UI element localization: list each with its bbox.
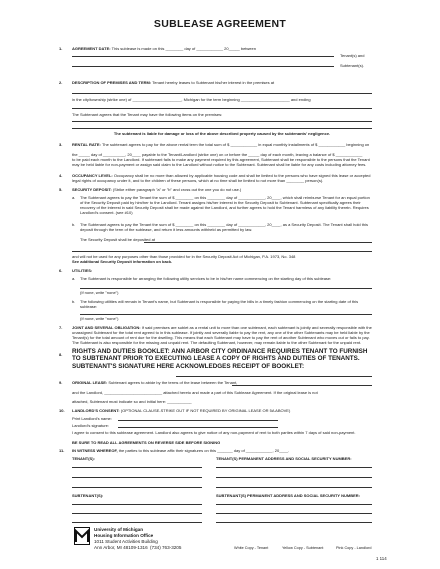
section-text: This sublease is made on this ________ day of ____________ 20_____ between <box>111 46 256 51</box>
footer-phone: (734) 763-3205 <box>150 545 182 550</box>
deposit-location-line[interactable] <box>144 242 372 243</box>
booklet-signature-line[interactable] <box>176 376 372 377</box>
premises-liability: The subtenant is liable for damage or loss of the above described property caused by the subtenants' negligence. <box>113 131 331 136</box>
landlord-name-line[interactable] <box>118 420 278 421</box>
subtenants-address-heading: SUBTENANT(S) PERMANENT ADDRESS AND SOCIAL SECURITY NUMBER: <box>216 493 361 498</box>
utilities-option-b: The following utilities will remain in Tenant's name, but Subtenant is responsible for paying the bills in a timely fashion commencing on the starting date of this sublease: <box>80 299 359 309</box>
footer-address-1: 1011 Student Activities Building <box>94 539 158 544</box>
form-title: SUBLEASE AGREEMENT <box>153 18 287 30</box>
section-joint-obligation <box>59 325 372 345</box>
section-text: Occupancy shall be no more than allowed by applicable housing code and shall be limited to the persons who have signed this lease or accepted legal rights of occupancy under it, and to the children of these persons, which at no time shall be limited to not more than ________ person(s). <box>72 173 371 183</box>
deposit-intro: (Strike either paragraph "a" or "b" and cross out the one you do not use.) <box>112 187 242 192</box>
tenant-address-line[interactable] <box>216 487 372 488</box>
premises-address-line[interactable] <box>72 93 372 94</box>
section-security-deposit <box>59 187 372 192</box>
section-label: OCCUPANCY LEVEL: <box>72 173 113 178</box>
section-agreement-date <box>59 46 372 51</box>
utilities-b-letter: b. <box>72 299 76 304</box>
subtenant-address-line[interactable] <box>216 504 372 505</box>
section-rental-rate <box>59 142 372 147</box>
tenant-signature-line[interactable] <box>72 477 202 478</box>
landlord-name-label: Print Landlord's name: <box>72 416 112 421</box>
copy-white-label: White Copy - Tenant <box>234 546 269 550</box>
section-label: SECURITY DEPOSIT: <box>72 187 112 192</box>
copy-yellow-label: Yellow Copy - Subtenant <box>282 546 324 550</box>
section-text: If said premises are sublet as a rental unit to more than one subtenant, each subtenant is jointly and severally responsible with the unassigned Subtenant for the total rent agreed to in this sublease. If jointly and severally liable to pay the rent, any one of the other Subtenants may be held liable by the Tenant(s) for the total amount of rent due for the dwelling. This means that each Subtenant may have to pay the rent of another Subtenant who moves out or fails to pay. The Subtenant is also responsible for the missing and unpaid rent. The defaulting Subtenant, however, may remain liable to the other Subtenant for the unpaid rent. <box>72 325 372 345</box>
section-premises <box>59 80 372 85</box>
deposit-option-a: The Subtenant agrees to pay the Tenant the sum of $ ________ on this ________ day of ____________, 20____, which shall reimburse Tenant for an equal portion of the Security Deposit paid by him/her to the Landlord. Tenant assigns his/her interest in the Security Deposit to Subtenant. Subtenant specifically agrees their recovery of the interest in said Security Deposit shall be made against the Landlord, and further agrees to hold the Tenant harmless of any liability therein. Requires Landlord's consent. (see #10) <box>80 195 370 215</box>
tenants-heading: TENANT(S): <box>72 456 95 461</box>
premises-city-text: in the city/township (strike one) of ______________________, Michigan for the term beginning ______________________ and ending <box>72 97 311 102</box>
tenant-address-line[interactable] <box>216 477 372 478</box>
premises-items-text: The Subtenant agrees that the Tenant may have the following items on the premises: <box>72 112 223 117</box>
footer-address-2: Ann Arbor, MI 48109-1316 <box>94 545 148 550</box>
booklet-notice: RIGHTS AND DUTIES BOOKLET: ANN ARBOR CITY ORDINANCE REQUIRES TENANT TO FURNISH TO SUBTENANT PRIOR TO EXECUTING LEASE A COPY OF RIGHTS AND DUTIES OF TENANTS. SUBTENANT'S SIGNATURE HERE ACKNOWLEDGES RECEIPT OF BOOKLET: <box>72 348 368 370</box>
items-line-2[interactable] <box>72 128 372 129</box>
term-line[interactable] <box>72 108 372 109</box>
utilities-a-letter: a. <box>72 276 76 281</box>
tenant-address-line[interactable] <box>216 467 372 468</box>
section-text: Tenant hereby leases to Subtenant his/her interest in the premises at <box>152 80 275 85</box>
section-label: ORIGINAL LEASE: <box>72 380 108 385</box>
section-number: 4. <box>59 173 63 178</box>
subtenant-address-line[interactable] <box>216 522 372 523</box>
section-number: 11. <box>59 448 65 453</box>
utilities-a-none: (If none, write "none") <box>80 290 119 295</box>
original-lease-tenant-line[interactable] <box>232 385 372 386</box>
section-label: RENTAL RATE: <box>72 142 101 147</box>
landlord-signature-line[interactable] <box>118 427 278 428</box>
section-number: 10. <box>59 408 65 413</box>
subtenant-label: Subtenant(s). <box>340 63 365 68</box>
section-number: 3. <box>59 142 63 147</box>
rent-line-3: to be paid each month to the Landlord. If subtenant fails to make any payment required by this agreement, Subtenant shall be responsible to the persons that the Tenant may be held liable for non-payment or assign said claim to the Landlord without notice to the Subtenant. Subtenant shall be liable for any costs including attorney fees. <box>72 157 370 167</box>
section-landlord-consent <box>59 408 372 413</box>
utilities-b-line[interactable] <box>80 314 372 315</box>
original-lease-landlord-text: and the Landlord, __________________________ attached hereto and made a part of this Sublease Agreement. If the original lease is not <box>72 390 318 395</box>
footer-org-name: University of Michigan <box>94 527 144 532</box>
tenants-address-heading: TENANT(S) PERMANENT ADDRESS AND SOCIAL SECURITY NUMBER: <box>216 456 352 461</box>
deposit-act-text: and will not be used for any purposes other than those provided for in the Security Deposit Act of Michigan, P.A. 1973, No. 348 <box>72 254 296 259</box>
copy-pink-label: Pink Copy - Landlord <box>336 546 372 550</box>
subtenant-name-line[interactable] <box>72 66 334 67</box>
section-number: 8. <box>59 352 63 357</box>
subtenant-signature-line[interactable] <box>72 504 202 505</box>
deposit-option-b: The Subtenant agrees to pay the Tenant the sum of $ ________ on this ________ day of ____________, 20____, as a Security Deposit. The Tenant shall hold this deposit through the term of the sublease, and return it less amounts withheld as permitted by law. <box>80 222 368 232</box>
rent-line-1: The subtenant agrees to pay for the above rental term the total sum of $ ____________ in equal monthly installments of $ ____________ beginning on <box>101 142 370 147</box>
section-number: 1. <box>59 46 63 51</box>
section-number: 5. <box>59 187 63 192</box>
original-lease-attached-text: attached, Subtenant must indicate so and initial here: ___________ <box>72 399 192 404</box>
section-occupancy <box>59 173 372 183</box>
landlord-consent-text: I agree to consent to this sublease agreement. Landlord also agrees to give notice of any non-payment of rent to both parties within 7 days of said non-payment. <box>72 430 356 435</box>
section-label: LANDLORD'S CONSENT: <box>72 408 120 413</box>
university-logo-icon <box>74 527 90 545</box>
subtenant-address-line[interactable] <box>216 513 372 514</box>
read-reverse-notice: BE SURE TO READ ALL AGREEMENTS ON REVERSE SIDE BEFORE SIGNING <box>72 440 221 445</box>
section-label: IN WITNESS WHEREOF, <box>72 448 118 453</box>
tenant-name-line[interactable] <box>72 56 334 57</box>
section-utilities <box>59 268 372 273</box>
section-text: Subtenant agrees to abide by the terms of the lease between the Tenant, <box>108 380 238 385</box>
tenant-signature-line[interactable] <box>72 487 202 488</box>
section-number: 7. <box>59 325 63 330</box>
utilities-b-none: (If none, write "none") <box>80 316 119 321</box>
section-label: AGREEMENT DATE: <box>72 46 111 51</box>
section-label: DESCRIPTION OF PREMISES AND TERM: <box>72 80 152 85</box>
section-number: 2. <box>59 80 63 85</box>
footer-office-name: Housing Information Office <box>94 533 154 538</box>
section-label: UTILITIES: <box>72 268 93 273</box>
utilities-a-line[interactable] <box>80 288 372 289</box>
section-label: JOINT AND SEVERAL OBLIGATION: <box>72 325 141 330</box>
deposit-b-letter: b. <box>72 222 76 227</box>
subtenants-heading: SUBTENANT(S): <box>72 493 104 498</box>
subtenant-signature-line[interactable] <box>72 513 202 514</box>
deposit-location-label: The Security Deposit shall be deposited at <box>80 237 155 242</box>
rent-line-2: the _____ day of __________, 20____ payable to the Tenant/Landlord (strike one) on or before the _____ day of each month, leaving a balance of $ ____________ <box>72 152 363 157</box>
landlord-signature-label: Landlord's signature: <box>72 423 110 428</box>
section-text: the parties to this sublease affix their signatures on this _______ day of ____________, 20____. <box>118 448 290 453</box>
items-line-1[interactable] <box>72 121 372 122</box>
form-number: 1 114 <box>376 556 387 561</box>
section-number: 9. <box>59 380 63 385</box>
utilities-option-a: The Subtenant is responsible for arranging the following utility services to be in his/her name commencing on the starting day of this sublease: <box>80 276 332 281</box>
section-witness <box>59 448 372 453</box>
section-text: (OPTIONAL CLAUSE-STRIKE OUT IF NOT REQUIRED BY ORIGINAL LEASE OR 5A ABOVE) <box>120 408 291 413</box>
tenant-signature-line[interactable] <box>72 467 202 468</box>
deposit-a-letter: a. <box>72 195 76 200</box>
subtenant-signature-line[interactable] <box>72 522 202 523</box>
section-number: 6. <box>59 268 63 273</box>
tenant-label: Tenant(s) and <box>340 53 365 58</box>
deposit-see-back: See additional Security Deposit information on back. <box>72 259 173 264</box>
deposit-location-line-2[interactable] <box>72 251 372 252</box>
